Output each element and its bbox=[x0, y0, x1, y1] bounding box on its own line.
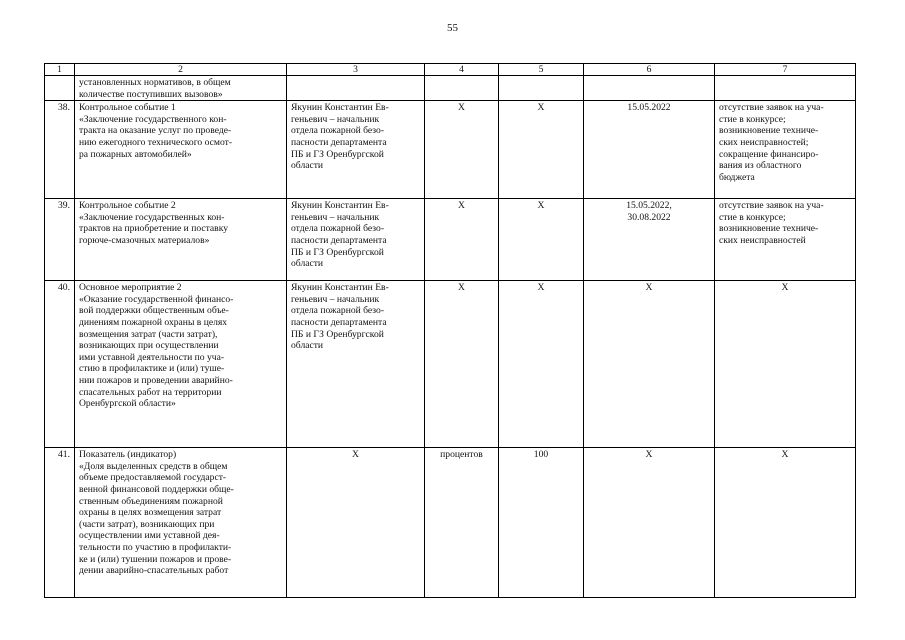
value-cell: 100 bbox=[499, 448, 584, 598]
page-number: 55 bbox=[447, 22, 458, 34]
table-row-41 bbox=[45, 448, 856, 598]
unit-cell: процентов bbox=[425, 448, 499, 598]
col7-cell: Х bbox=[715, 281, 856, 448]
header-col-2: 2 bbox=[75, 64, 287, 76]
header-col-6: 6 bbox=[584, 64, 715, 76]
responsible-cell: Якунин Константин Ев- геньевич – начальник отдела пожарной безо- пасности департамента ПБ и ГЗ Оренбургской области bbox=[287, 101, 425, 199]
table-row-39 bbox=[45, 199, 856, 281]
row-number-cell bbox=[45, 76, 75, 101]
header-col-4: 4 bbox=[425, 64, 499, 76]
header-col-3: 3 bbox=[287, 64, 425, 76]
row-number-cell: 39. bbox=[45, 199, 75, 281]
col5-cell: Х bbox=[499, 199, 584, 281]
col6-cell: Х bbox=[584, 448, 715, 598]
table-row-40 bbox=[45, 281, 856, 448]
col4-cell: Х bbox=[425, 199, 499, 281]
continuation-row bbox=[45, 76, 856, 101]
name-cell: Показатель (индикатор) «Доля выделенных средств в общем объеме предоставляемой государст- венной финансовой поддержки обще- ственным объединениям пожарной охраны в целях возмещения затрат (части затрат), возникающих при осуществлении ими уставной дея- тельности по участию в профилакти- ке и (или) тушении пожаров и прове- дении аварийно-спасательных работ bbox=[75, 448, 287, 598]
col5-cell: Х bbox=[499, 101, 584, 199]
table-row-38 bbox=[45, 101, 856, 199]
risks-cell: отсутствие заявок на уча- стие в конкурсе; возникновение техниче- ских неисправностей; сокращение финансиро- вания из областного бюджета bbox=[715, 101, 856, 199]
date-cell: 15.05.2022, 30.08.2022 bbox=[584, 199, 715, 281]
col4-cell: Х bbox=[425, 281, 499, 448]
name-cell: Контрольное событие 2 «Заключение государственных кон- трактов на приобретение и поставку горюче-смазочных материалов» bbox=[75, 199, 287, 281]
name-cell: Контрольное событие 1 «Заключение государственного кон- тракта на оказание услуг по проведе- нию ежегодного технического осмот- ра пожарных автомобилей» bbox=[75, 101, 287, 199]
row-number-cell: 40. bbox=[45, 281, 75, 448]
program-table bbox=[44, 63, 856, 598]
col6-cell: Х bbox=[584, 281, 715, 448]
col4-cell: Х bbox=[425, 101, 499, 199]
header-col-1: 1 bbox=[45, 64, 75, 76]
date-cell: 15.05.2022 bbox=[584, 101, 715, 199]
risks-cell: отсутствие заявок на уча- стие в конкурсе; возникновение техниче- ских неисправностей bbox=[715, 199, 856, 281]
col5-cell: Х bbox=[499, 281, 584, 448]
name-cell: Основное мероприятие 2 «Оказание государственной финансо- вой поддержки общественным объе- динениям пожарной охраны в целях возмещения затрат (части затрат), возникающих при осуществлении ими уставной деятельности по уча- стию в профилактике и (или) туше- нии пожаров и проведении аварийно- спасательных работ на территории Оренбургской области» bbox=[75, 281, 287, 448]
row-number-cell: 38. bbox=[45, 101, 75, 199]
header-col-5: 5 bbox=[499, 64, 584, 76]
column-number-header-row bbox=[45, 64, 856, 76]
responsible-cell: Якунин Константин Ев- геньевич – начальник отдела пожарной безо- пасности департамента ПБ и ГЗ Оренбургской области bbox=[287, 281, 425, 448]
col7-cell: Х bbox=[715, 448, 856, 598]
header-col-7: 7 bbox=[715, 64, 856, 76]
col5-cell bbox=[499, 76, 584, 101]
col6-cell bbox=[584, 76, 715, 101]
responsible-cell: Якунин Константин Ев- геньевич – начальник отдела пожарной безо- пасности департамента ПБ и ГЗ Оренбургской области bbox=[287, 199, 425, 281]
col7-cell bbox=[715, 76, 856, 101]
col4-cell bbox=[425, 76, 499, 101]
row-number-cell: 41. bbox=[45, 448, 75, 598]
name-cell: установленных нормативов, в общем количестве поступивших вызовов» bbox=[75, 76, 287, 101]
responsible-cell: Х bbox=[287, 448, 425, 598]
responsible-cell bbox=[287, 76, 425, 101]
